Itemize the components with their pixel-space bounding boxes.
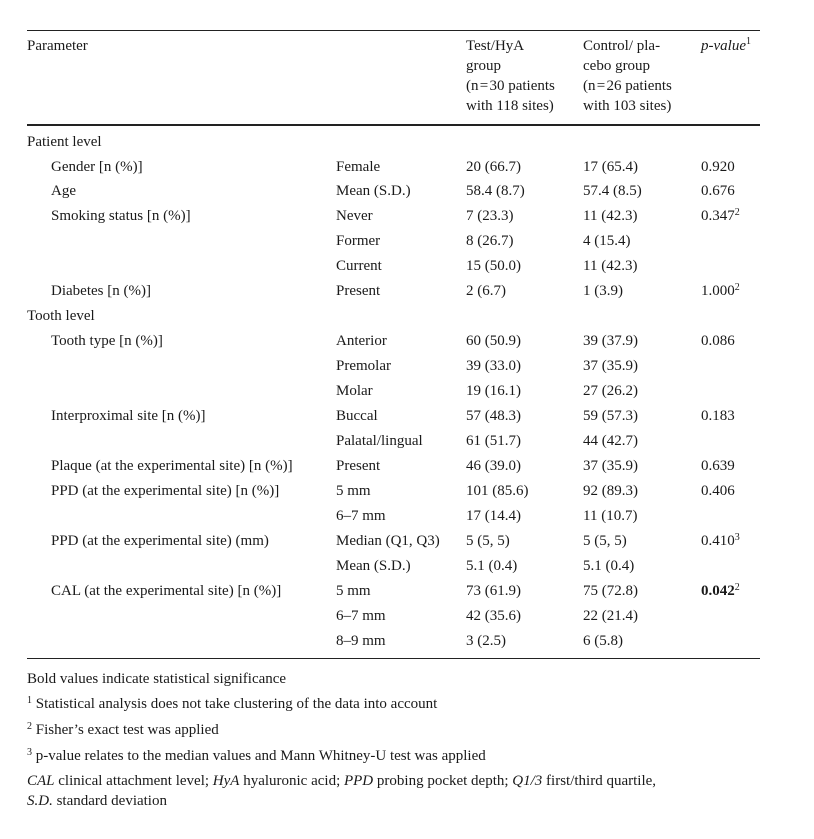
row-pvalue-number: 0.406 <box>701 483 735 499</box>
row-pvalue-number: 0.639 <box>701 458 735 474</box>
row-pvalue-footnote-marker: 2 <box>734 207 740 218</box>
row-pvalue <box>701 182 735 201</box>
row-category: Median (Q1, Q3) <box>336 533 440 549</box>
row-test-value: 5 (5, 5) <box>466 533 510 549</box>
row-category: 6–7 mm <box>336 508 386 524</box>
row-control-value: 27 (26.2) <box>583 383 638 399</box>
row-category: Premolar <box>336 358 391 374</box>
row-category: 8–9 mm <box>336 633 386 649</box>
footnote-2 <box>27 721 219 740</box>
abbr-q13-def: first/third quartile, <box>542 773 657 789</box>
row-category: 5 mm <box>336 483 371 499</box>
top-rule <box>27 30 760 31</box>
row-category: Anterior <box>336 333 387 349</box>
row-test-value: 61 (51.7) <box>466 433 521 449</box>
row-pvalue <box>701 457 735 476</box>
row-control-value: 57.4 (8.5) <box>583 183 642 199</box>
header-pvalue <box>701 36 751 56</box>
footnote-3-text: p-value relates to the median values and Mann Whitney-U test was applied <box>35 748 486 764</box>
row-pvalue <box>701 582 740 601</box>
row-parameter: CAL (at the experimental site) [n (%)] <box>51 583 282 599</box>
row-category: Buccal <box>336 408 378 424</box>
row-pvalue-number: 0.676 <box>701 183 735 199</box>
row-parameter: Interproximal site [n (%)] <box>51 408 206 424</box>
header-rule <box>27 124 760 126</box>
abbr-ppd-def: probing pocket depth; <box>373 773 513 789</box>
footnote-bold: Bold values indicate statistical significance <box>27 671 287 687</box>
row-parameter: Diabetes [n (%)] <box>51 283 151 299</box>
row-test-value: 73 (61.9) <box>466 583 521 599</box>
header-control-group <box>583 36 672 116</box>
row-category: Former <box>336 233 381 249</box>
footnote-3 <box>27 747 486 766</box>
row-category: 5 mm <box>336 583 371 599</box>
abbr-sd-def: standard deviation <box>52 793 167 809</box>
abbr-sd-term: S.D. <box>27 793 53 809</box>
row-pvalue-number: 0.042 <box>701 583 735 599</box>
row-control-value: 44 (42.7) <box>583 433 638 449</box>
row-pvalue-footnote-marker: 2 <box>734 282 740 293</box>
abbr-ppd-term: PPD <box>343 773 374 789</box>
row-category: Never <box>336 208 373 224</box>
header-test-group <box>466 36 555 116</box>
row-control-value: 17 (65.4) <box>583 159 638 175</box>
row-control-value: 37 (35.9) <box>583 458 638 474</box>
row-control-value: 59 (57.3) <box>583 408 638 424</box>
row-test-value: 3 (2.5) <box>466 633 506 649</box>
row-test-value: 57 (48.3) <box>466 408 521 424</box>
row-pvalue-footnote-marker: 2 <box>734 582 740 593</box>
footnote-1-marker: 1 <box>27 695 32 706</box>
header-control-line-4: with 103 sites) <box>583 98 672 114</box>
row-control-value: 37 (35.9) <box>583 358 638 374</box>
row-test-value: 42 (35.6) <box>466 608 521 624</box>
section-tooth-level: Tooth level <box>27 308 95 324</box>
row-parameter: Age <box>51 183 76 199</box>
abbr-hya-def: hyaluronic acid; <box>239 773 344 789</box>
row-test-value: 58.4 (8.7) <box>466 183 525 199</box>
row-test-value: 17 (14.4) <box>466 508 521 524</box>
row-control-value: 11 (42.3) <box>583 208 638 224</box>
row-category: Current <box>336 258 382 274</box>
footnote-abbreviations <box>27 772 656 791</box>
row-category: Present <box>336 283 381 299</box>
row-control-value: 39 (37.9) <box>583 333 638 349</box>
row-parameter: PPD (at the experimental site) (mm) <box>51 533 269 549</box>
header-control-line-1: Control/ pla- <box>583 38 661 54</box>
footnote-abbreviations-line-2 <box>27 792 167 811</box>
row-control-value: 5.1 (0.4) <box>583 558 635 574</box>
row-control-value: 5 (5, 5) <box>583 533 627 549</box>
bottom-rule <box>27 658 760 659</box>
footnote-1-text: Statistical analysis does not take clustering of the data into account <box>35 696 438 712</box>
abbr-q13-term: Q1/3 <box>512 773 543 789</box>
row-pvalue-number: 0.410 <box>701 533 735 549</box>
row-category: Molar <box>336 383 373 399</box>
row-control-value: 92 (89.3) <box>583 483 638 499</box>
row-control-value: 11 (10.7) <box>583 508 638 524</box>
row-test-value: 7 (23.3) <box>466 208 514 224</box>
row-parameter: Smoking status [n (%)] <box>51 208 191 224</box>
header-test-line-4: with 118 sites) <box>466 98 554 114</box>
row-pvalue-number: 0.183 <box>701 408 735 424</box>
row-category: Mean (S.D.) <box>336 558 411 574</box>
row-control-value: 22 (21.4) <box>583 608 638 624</box>
row-pvalue <box>701 207 740 226</box>
row-control-value: 11 (42.3) <box>583 258 638 274</box>
row-control-value: 1 (3.9) <box>583 283 623 299</box>
row-pvalue-number: 0.086 <box>701 333 735 349</box>
row-test-value: 5.1 (0.4) <box>466 558 518 574</box>
row-category: 6–7 mm <box>336 608 386 624</box>
header-pvalue-label: p-value <box>701 38 746 54</box>
row-category: Mean (S.D.) <box>336 183 411 199</box>
row-test-value: 46 (39.0) <box>466 458 521 474</box>
header-test-line-1: Test/HyA <box>466 38 525 54</box>
row-test-value: 8 (26.7) <box>466 233 514 249</box>
row-parameter: PPD (at the experimental site) [n (%)] <box>51 483 280 499</box>
row-test-value: 60 (50.9) <box>466 333 521 349</box>
row-parameter: Gender [n (%)] <box>51 159 143 175</box>
header-test-line-2: group <box>466 58 501 74</box>
header-pvalue-sup: 1 <box>745 36 751 47</box>
row-category: Present <box>336 458 381 474</box>
header-test-line-3: (n = 30 patients <box>466 78 555 94</box>
abbr-cal-term: CAL <box>27 773 55 789</box>
row-pvalue <box>701 158 735 177</box>
footnote-1 <box>27 695 437 714</box>
row-parameter: Tooth type [n (%)] <box>51 333 163 349</box>
row-control-value: 6 (5.8) <box>583 633 623 649</box>
abbr-hya-term: HyA <box>212 773 240 789</box>
row-test-value: 101 (85.6) <box>466 483 529 499</box>
row-pvalue <box>701 532 740 551</box>
row-control-value: 4 (15.4) <box>583 233 631 249</box>
row-test-value: 20 (66.7) <box>466 159 521 175</box>
row-test-value: 39 (33.0) <box>466 358 521 374</box>
row-pvalue <box>701 407 735 426</box>
row-parameter: Plaque (at the experimental site) [n (%)] <box>51 458 293 474</box>
row-test-value: 2 (6.7) <box>466 283 506 299</box>
row-pvalue-number: 0.347 <box>701 208 735 224</box>
row-control-value: 75 (72.8) <box>583 583 638 599</box>
header-parameter: Parameter <box>27 38 88 54</box>
row-pvalue <box>701 282 740 301</box>
row-pvalue <box>701 332 735 351</box>
header-control-line-3: (n = 26 patients <box>583 78 672 94</box>
row-pvalue <box>701 482 735 501</box>
row-category: Female <box>336 159 381 175</box>
row-category: Palatal/lingual <box>336 433 423 449</box>
footnote-2-text: Fisher’s exact test was applied <box>35 722 219 738</box>
row-pvalue-footnote-marker: 3 <box>734 532 740 543</box>
row-test-value: 15 (50.0) <box>466 258 521 274</box>
row-pvalue-number: 0.920 <box>701 159 735 175</box>
section-patient-level: Patient level <box>27 134 102 150</box>
row-pvalue-number: 1.000 <box>701 283 735 299</box>
header-control-line-2: cebo group <box>583 58 651 74</box>
abbr-cal-def: clinical attachment level; <box>54 773 213 789</box>
row-test-value: 19 (16.1) <box>466 383 521 399</box>
footnote-2-marker: 2 <box>27 721 32 732</box>
footnote-3-marker: 3 <box>27 747 32 758</box>
